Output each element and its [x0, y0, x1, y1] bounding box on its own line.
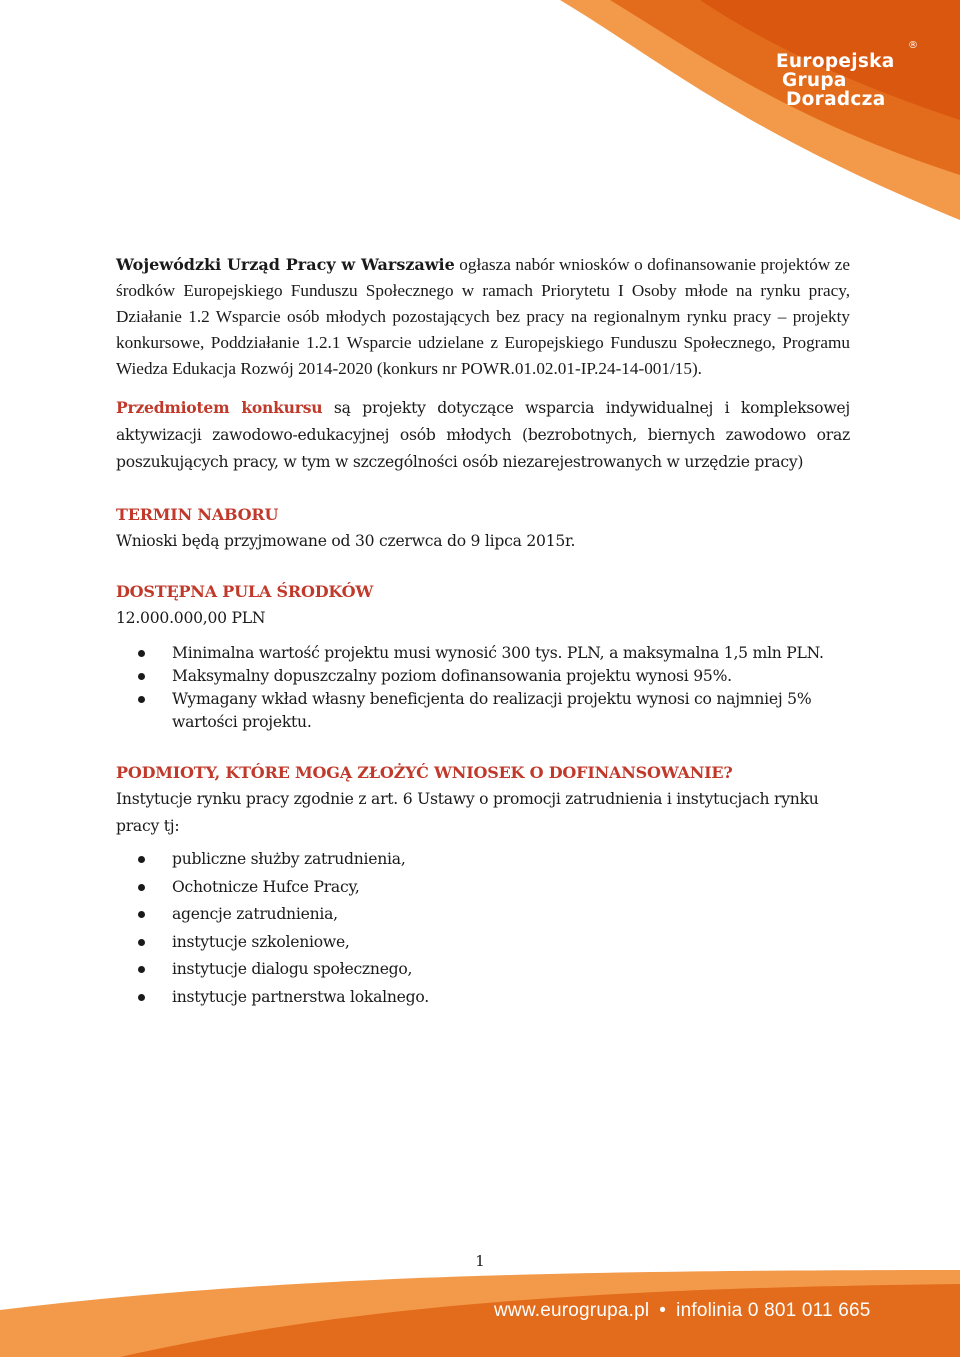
logo-line-1: Europejska [776, 51, 895, 72]
website-link[interactable]: www.eurogrupa.pl [494, 1300, 650, 1321]
podmioty-text: Instytucje rynku pracy zgodnie z art. 6 Ustawy o promocji zatrudnienia i instytucjach rynku pracy tj: [116, 790, 819, 835]
pula-bullet-list [116, 642, 850, 734]
list-item: Ochotnicze Hufce Pracy, [116, 874, 850, 902]
subject-paragraph [116, 394, 850, 476]
logo-line-2: Grupa [782, 70, 847, 91]
organization-name: Wojewódzki Urząd Pracy w Warszawie [116, 255, 455, 274]
institution-list [116, 846, 850, 1011]
list-item: Wymagany wkład własny beneficjenta do realizacji projektu wynosi co najmniej 5% wartości projektu. [116, 688, 850, 734]
bullet-icon [138, 884, 145, 891]
termin-heading: TERMIN NABORU [116, 505, 279, 524]
hotline-phone: infolinia 0 801 011 665 [676, 1300, 871, 1321]
footer-contact [494, 1300, 871, 1322]
page-number: 1 [475, 1252, 485, 1270]
bullet-icon [138, 696, 145, 703]
list-item: Minimalna wartość projektu musi wynosić 300 tys. PLN, a maksymalna 1,5 mln PLN. [116, 642, 850, 665]
bullet-icon [138, 673, 145, 680]
bullet-icon [138, 911, 145, 918]
list-item: publiczne służby zatrudnienia, [116, 846, 850, 874]
subject-label: Przedmiotem konkursu [116, 398, 323, 417]
footer-separator: • [659, 1300, 667, 1321]
list-item: Maksymalny dopuszczalny poziom dofinansowania projektu wynosi 95%. [116, 665, 850, 688]
intro-text: ogłasza nabór wniosków o dofinansowanie projektów ze środków Europejskiego Funduszu Społecznego w ramach Priorytetu I Osoby młode na rynku pracy, Działanie 1.2 Wsparcie osób młodych pozostających bez pracy na regionalnym rynku pracy – projekty konkursowe, Poddziałanie 1.2.1 Wsparcie udzielane z Europejskiego Funduszu Społecznego, Programu Wiedza Edukacja Rozwój 2014-2020 (konkurs nr POWR.01.02.01-IP.24-14-001/15). [116, 255, 851, 378]
pula-heading: DOSTĘPNA PULA ŚRODKÓW [116, 582, 374, 601]
list-item: agencje zatrudnienia, [116, 901, 850, 929]
bullet-icon [138, 650, 145, 657]
bullet-icon [138, 856, 145, 863]
registered-mark: ® [908, 40, 918, 51]
list-item: instytucje szkoleniowe, [116, 929, 850, 957]
document-body [116, 252, 850, 1011]
podmioty-heading: PODMIOTY, KTÓRE MOGĄ ZŁOŻYĆ WNIOSEK O DOFINANSOWANIE? [116, 763, 733, 782]
bullet-icon [138, 966, 145, 973]
logo-line-3: Doradcza [786, 89, 886, 110]
pula-amount: 12.000.000,00 PLN [116, 609, 266, 627]
list-item: instytucje dialogu społecznego, [116, 956, 850, 984]
intro-paragraph [116, 252, 850, 382]
bullet-icon [138, 994, 145, 1001]
termin-text: Wnioski będą przyjmowane od 30 czerwca do 9 lipca 2015r. [116, 532, 576, 550]
list-item: instytucje partnerstwa lokalnego. [116, 984, 850, 1012]
bullet-icon [138, 939, 145, 946]
header-orange-swoosh [0, 0, 960, 240]
company-logo [776, 40, 918, 110]
subject-text: są projekty dotyczące wsparcia indywidualnej i kompleksowej aktywizacji zawodowo-edukacyjnej osób młodych (bezrobotnych, biernych zawodowo oraz poszukujących pracy, w tym w szczególności osób niezarejestrowanych w urzędzie pracy) [116, 399, 850, 471]
